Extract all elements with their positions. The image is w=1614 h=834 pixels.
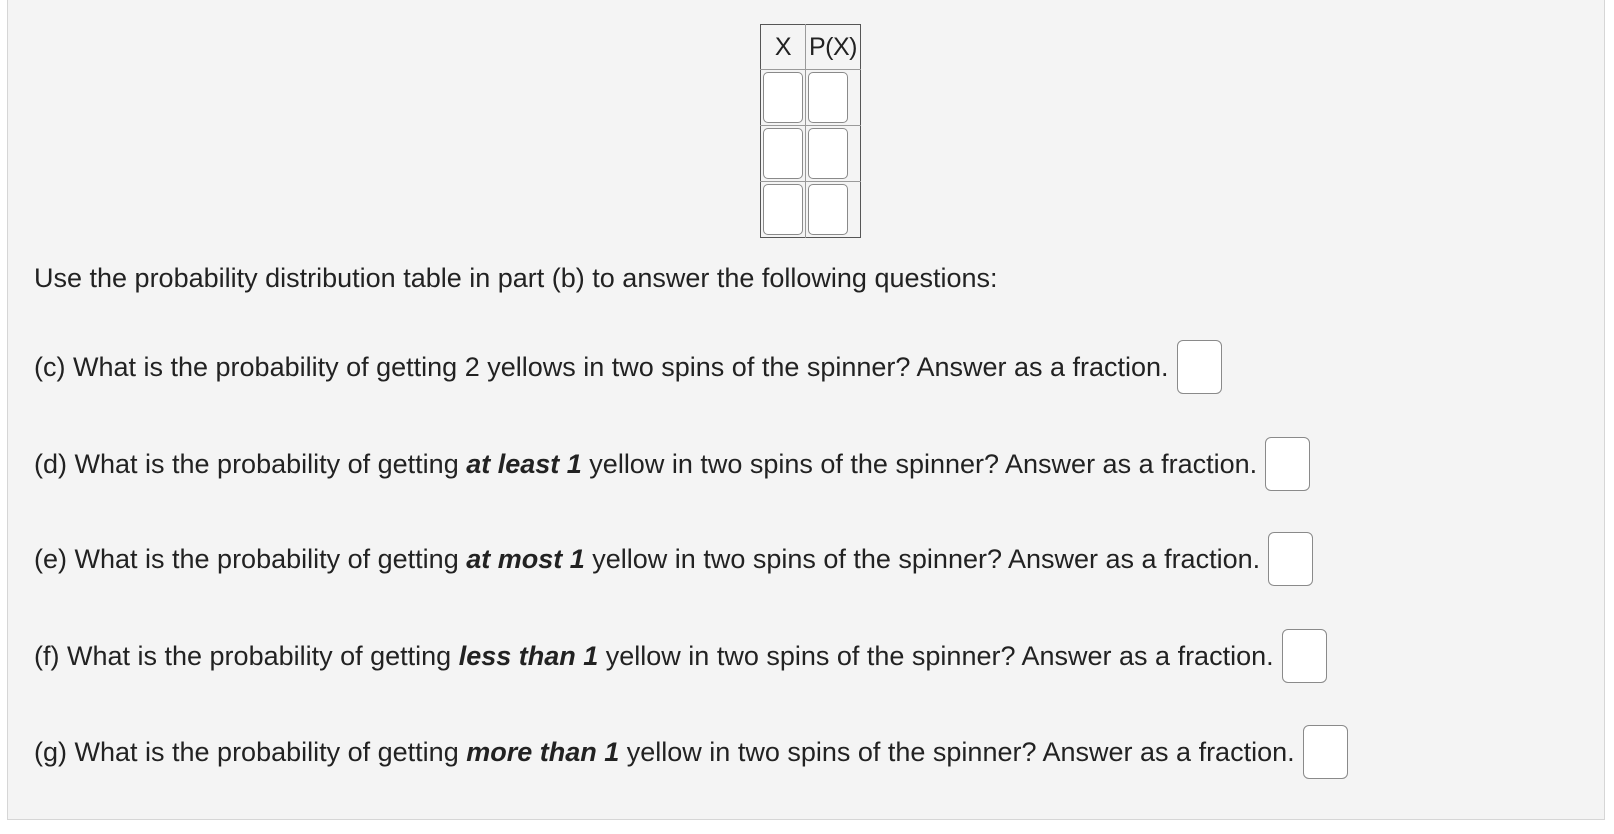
answer-f-input[interactable] xyxy=(1282,629,1327,683)
answer-e-input[interactable] xyxy=(1268,532,1313,586)
question-f-text-after: yellow in two spins of the spinner? Answer as a fraction. xyxy=(598,640,1274,671)
table-cell-px xyxy=(806,126,861,182)
px-value-input-1[interactable] xyxy=(808,72,848,123)
question-e-text-before: (e) What is the probability of getting xyxy=(34,543,467,574)
intro-text: Use the probability distribution table in part (b) to answer the following questions: xyxy=(34,263,998,293)
column-header-px: P(X) xyxy=(806,25,861,70)
question-c-text: (c) What is the probability of getting 2 yellows in two spins of the spinner? Answer as a fraction. xyxy=(34,351,1169,382)
question-f-emphasis: less than 1 xyxy=(458,640,599,671)
table-cell-x xyxy=(761,70,806,126)
question-g xyxy=(34,725,1348,779)
table-cell-px xyxy=(806,70,861,126)
question-d xyxy=(34,437,1310,491)
question-e-emphasis: at most 1 xyxy=(466,543,585,574)
column-header-x: X xyxy=(761,25,806,70)
question-f xyxy=(34,629,1327,683)
question-g-text-after: yellow in two spins of the spinner? Answer as a fraction. xyxy=(619,736,1295,767)
table-cell-x xyxy=(761,182,806,238)
probability-distribution-table xyxy=(760,24,861,238)
question-c xyxy=(34,340,1222,394)
px-value-input-2[interactable] xyxy=(808,128,848,179)
table-row xyxy=(761,126,861,182)
question-e xyxy=(34,532,1313,586)
px-value-input-3[interactable] xyxy=(808,184,848,235)
table-row xyxy=(761,182,861,238)
table-cell-px xyxy=(806,182,861,238)
table-cell-x xyxy=(761,126,806,182)
question-f-text-before: (f) What is the probability of getting xyxy=(34,640,459,671)
question-g-emphasis: more than 1 xyxy=(466,736,620,767)
question-panel xyxy=(7,0,1605,820)
question-e-text-after: yellow in two spins of the spinner? Answer as a fraction. xyxy=(584,543,1261,574)
question-d-text-before: (d) What is the probability of getting xyxy=(34,448,467,479)
x-value-input-1[interactable] xyxy=(763,72,803,123)
x-value-input-2[interactable] xyxy=(763,128,803,179)
answer-c-input[interactable] xyxy=(1177,340,1222,394)
x-value-input-3[interactable] xyxy=(763,184,803,235)
question-d-text-after: yellow in two spins of the spinner? Answer as a fraction. xyxy=(581,448,1258,479)
table-row xyxy=(761,70,861,126)
answer-d-input[interactable] xyxy=(1265,437,1310,491)
answer-g-input[interactable] xyxy=(1303,725,1348,779)
question-g-text-before: (g) What is the probability of getting xyxy=(34,736,467,767)
question-d-emphasis: at least 1 xyxy=(466,448,582,479)
table-header-row xyxy=(761,25,861,70)
